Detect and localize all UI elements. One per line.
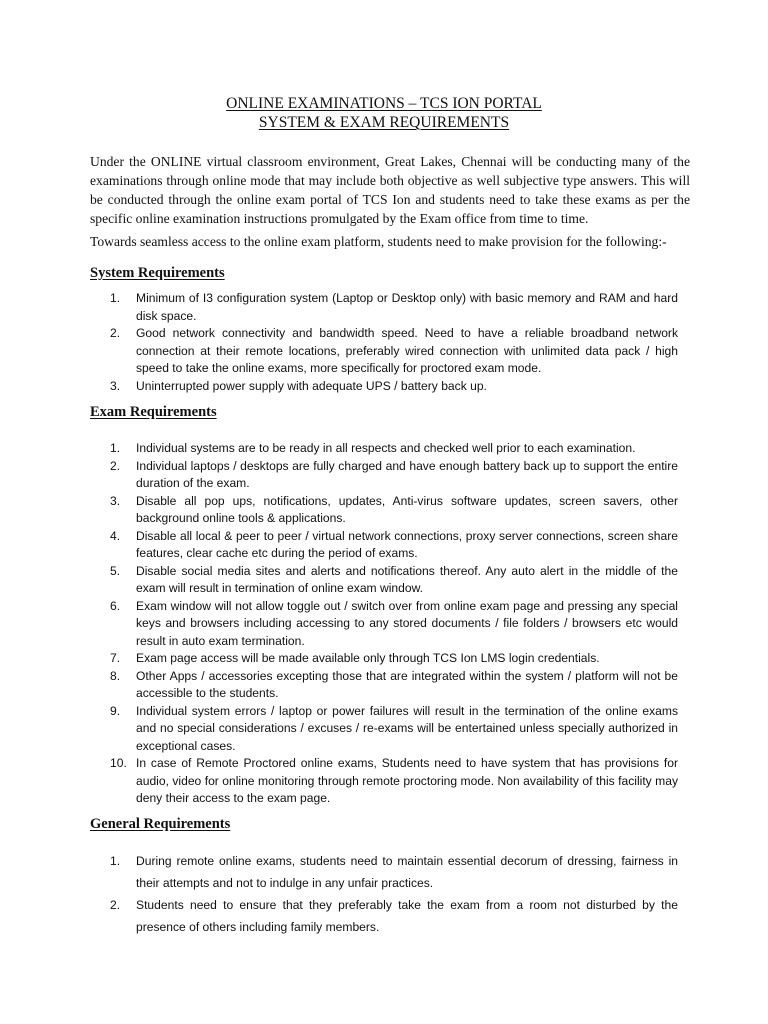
list-item — [110, 703, 678, 756]
list-item-number: 1. — [110, 441, 121, 455]
list-item — [110, 528, 678, 563]
list-item — [110, 850, 678, 894]
list-item — [110, 563, 678, 598]
list-item-text: Individual system errors / laptop or power failures will result in the termination of the online exams and no special considerations / excuses / re-exams will be entertained unless specially authorized in exceptional cases. — [136, 703, 678, 753]
list-item — [110, 668, 678, 703]
list-item-number: 1. — [110, 291, 121, 305]
list-item — [110, 755, 678, 808]
general-requirements-list — [110, 850, 678, 938]
list-item-text: Minimum of I3 configuration system (Laptop or Desktop only) with basic memory and RAM and hard disk space. — [136, 291, 678, 323]
list-item-text: Exam page access will be made available only through TCS Ion LMS login credentials. — [136, 651, 600, 665]
list-item — [110, 378, 678, 396]
intro-section — [90, 152, 690, 251]
list-item-number: 1. — [110, 854, 121, 868]
list-item-number: 9. — [110, 703, 121, 718]
list-item — [110, 598, 678, 651]
list-item-number: 2. — [110, 458, 121, 473]
exam-requirements-heading: Exam Requirements — [90, 404, 217, 420]
intro-paragraph-1: Under the ONLINE virtual classroom environment, Great Lakes, Chennai will be conducting many of the examinations through online mode that may include both objective as well subjective type answers. This will be conducted through the online exam portal of TCS Ion and students need to take these exams as per the specific online examination instructions promulgated by the Exam office from time to time. — [90, 154, 690, 226]
list-item — [110, 458, 678, 493]
list-item-text: Other Apps / accessories excepting those that are integrated within the system / platform will not be accessible to the students. — [136, 668, 678, 700]
list-item-number: 10. — [110, 756, 127, 770]
list-item-text: Individual laptops / desktops are fully charged and have enough battery back up to support the entire duration of the exam. — [136, 458, 678, 490]
list-item — [110, 493, 678, 528]
list-item-number: 2. — [110, 898, 121, 912]
list-item-number: 8. — [110, 668, 121, 683]
list-item — [110, 440, 678, 458]
list-item-text: Disable all local & peer to peer / virtual network connections, proxy server connections, screen share features, clear cache etc during the period of exams. — [136, 528, 678, 560]
list-item-number: 6. — [110, 598, 121, 613]
exam-requirements-list — [110, 440, 678, 808]
list-item-number: 5. — [110, 563, 121, 578]
list-item-text: In case of Remote Proctored online exams, Students need to have system that has provisions for audio, video for online monitoring through remote proctoring mode. Non availability of this facility may deny their access to the exam page. — [136, 756, 678, 805]
system-requirements-heading: System Requirements — [90, 265, 225, 281]
list-item-text: During remote online exams, students need to maintain essential decorum of dressing, fairness in their attempts and not to indulge in any unfair practices. — [136, 854, 678, 890]
list-item-number: 3. — [110, 493, 121, 508]
general-requirements-heading: General Requirements — [90, 816, 231, 832]
list-item — [110, 650, 678, 668]
list-item-number: 4. — [110, 528, 121, 543]
list-item-text: Exam window will not allow toggle out / switch over from online exam page and pressing any special keys and browsers including accessing to any stored documents / file folders / browsers etc would result in auto exam termination. — [136, 598, 678, 648]
list-item-text: Disable all pop ups, notifications, updates, Anti-virus software updates, screen savers, other background online tools & applications. — [136, 493, 678, 525]
list-item-text: Uninterrupted power supply with adequate UPS / battery back up. — [136, 378, 487, 393]
list-item-text: Disable social media sites and alerts and notifications thereof. Any auto alert in the middle of the exam will result in termination of online exam window. — [136, 563, 678, 595]
intro-paragraph-2: Towards seamless access to the online exam platform, students need to make provision for the following:- — [90, 234, 667, 249]
list-item-number: 2. — [110, 326, 121, 340]
system-requirements-list — [110, 290, 678, 395]
list-item — [110, 325, 678, 378]
list-item-number: 7. — [110, 651, 121, 665]
list-item-text: Students need to ensure that they preferably take the exam from a room not disturbed by the presence of others including family members. — [136, 898, 678, 934]
document-title — [0, 94, 768, 132]
list-item-text: Individual systems are to be ready in all respects and checked well prior to each examination. — [136, 441, 636, 455]
list-item — [110, 894, 678, 938]
list-item-number: 3. — [110, 378, 121, 393]
list-item — [110, 290, 678, 325]
title-line-1: ONLINE EXAMINATIONS – TCS ION PORTAL — [226, 95, 542, 112]
list-item-text: Good network connectivity and bandwidth speed. Need to have a reliable broadband network connection at their remote locations, preferably wired connection with unlimited data pack / high speed to take the online exams, more specifically for proctored exam mode. — [136, 326, 678, 375]
title-line-2: SYSTEM & EXAM REQUIREMENTS — [258, 114, 510, 131]
